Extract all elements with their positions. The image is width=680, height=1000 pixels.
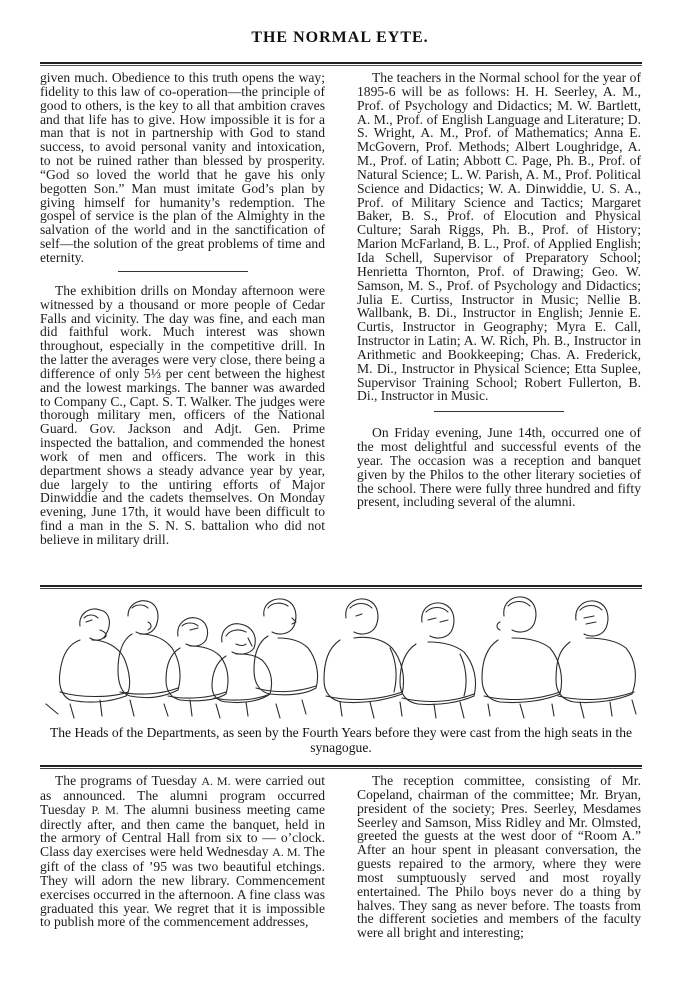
- friday-reception-paragraph: On Friday evening, June 14th, occurred one of the most delightful and successful events of the year. The occasion was a reception and banquet given by the Philos to the other literary societies of the school. There were fully three hundred and fifty present, including several of the alumni.: [357, 425, 641, 510]
- section-divider: [434, 411, 564, 412]
- teachers-list-paragraph: The teachers in the Normal school for the year of 1895-6 will be as follows: H. H. Seerley, A. M., Prof. of Psychology and Didactics; M. W. Bartlett, A. M., Prof. of English Language and Literature; D. S. Wright, A. M., Prof. of Mathematics; Anna E. McGovern, Prof. Methods; Albert Loughridge, A. M., Prof. of Latin; Abbott C. Page, Ph. B., Prof. of Natural Science; L. W. Parish, A. M., Prof. Political Science and Didactics; W. A. Dinwiddie, U. S. A., Prof. of Military Science and Tactics; Margaret Baker, B. S., Prof. of Elocution and Physical Culture; Sarah Riggs, Ph. B., Prof. of History; Marion McFarland, B. L., Prof. of Applied English; Ida Schell, Supervisor of Preparatory School; Henrietta Thornton, Prof. of Drawing; Geo. W. Samson, M. S., Prof. of Psychology and Didactics; Julia E. Curtiss, Instructor in Music; Nellie B. Wallbank, B. Di., Instructor in English; Jennie E. Curtis, Instructor in Geography; Myra E. Call, Instructor in Latin; A. W. Rich, Ph. B., Instructor in Arithmetic and Bookkeeping; Chas. A. Frederick, M. Di., Instructor in Physical Science; Etta Suplee, Supervisor Training School; Robert Fullerton, B. Di., Instructor in Music.: [357, 70, 641, 404]
- reception-committee-paragraph: The reception committee, consisting of Mr. Copeland, chairman of the committee; Mr. Bryan, president of the society; Pres. Seerley, Mesdames Seerley and Samson, Miss Ridley and Mr. Olmsted, greeted the guests at the west door of “Room A.” After an hour spent in pleasant conversation, the guests repaired to the armory, where they were most sumptuously served and most royally entertained. The Philo boys never do a thing by halves. They sang as never before. The toasts from the different societies and members of the faculty were all bright and interesting;: [357, 773, 641, 941]
- bottom-right-column: [357, 774, 641, 940]
- chair-row-icon: [46, 700, 636, 718]
- bottom-left-column: [40, 774, 325, 929]
- service-paragraph: given much. Obedience to this truth opens the way; fidelity to this law of co-operation—the principle of good to others, is the key to all that ambition craves and that life has to give. How impossible it is for a man that is not in partnership with God to stand success, to avoid personal vanity and intoxication, to not be ruined rather than blessed by prosperity. “God so loved the world that he gave his only begotten Son.” Man must imitate God’s plan by giving himself for humanity’s redemption. The gospel of service is the plan of the Almighty in the salvation of the world and in the sanctification of self—the solution of the great problems of time and eternity.: [40, 70, 325, 265]
- programs-paragraph: The programs of Tuesday A. M. were carried out as announced. The alumni program occurred Tuesday P. M. The alumni business meeting came directly after, and then came the banquet, held in the armory of Central Hall from six to — o’clock. Class day exercises were held Wednesday A. M. The gift of the class of ’95 was two beautiful etchings. They will adorn the new library. Commencement exercises occurred in the afternoon. A fine class was graduated this year. We regret that it is impossible to publish more of the commencement addresses,: [40, 773, 326, 930]
- masthead-title: THE NORMAL EYTE.: [251, 29, 429, 46]
- figure-5: [254, 599, 318, 695]
- figure-7: [400, 603, 476, 705]
- top-left-column: [40, 71, 325, 547]
- pm-abbrev: P. M.: [91, 802, 119, 817]
- illustration-caption: The Heads of the Departments, as seen by the Fourth Years before they were cast from the high seats in the synagogue.: [49, 725, 633, 755]
- figure-2: [118, 601, 180, 698]
- illustration-top-rule: [40, 585, 642, 589]
- figure-3: [166, 618, 228, 701]
- figure-6: [324, 599, 404, 703]
- figure-8: [482, 597, 562, 703]
- exhibition-drills-paragraph: The exhibition drills on Monday afternoon were witnessed by a thousand or more people of Cedar Falls and vicinity. The day was fine, and each man did faithful work. Much interest was shown throughout, especially in the competitive drill. In the latter the averages were very close, there being a difference of only 5⅓ per cent between the highest and the lowest markings. The banner was awarded to Company C., Capt. S. T. Walker. The judges were thorough military men, officers of the National Guard. Gov. Jackson and Adjt. Gen. Prime inspected the battalion, and commended the honest work of men and officers. The work in this department shows a steady advance year by year, due largely to the untiring efforts of Major Dinwiddie and the cadets themselves. On Monday evening, June 17th, it would have been difficult to find a man in the S. N. S. battalion who did not believe in military drill.: [40, 282, 325, 547]
- masthead-rule: [40, 62, 642, 66]
- am-abbrev: A. M.: [272, 845, 301, 860]
- department-heads-illustration: [40, 596, 642, 720]
- section-divider: [118, 271, 248, 272]
- am-abbrev: A. M.: [201, 774, 231, 788]
- illustration-bottom-rule: [40, 765, 642, 769]
- top-right-column: [357, 71, 641, 509]
- figure-9: [556, 601, 635, 703]
